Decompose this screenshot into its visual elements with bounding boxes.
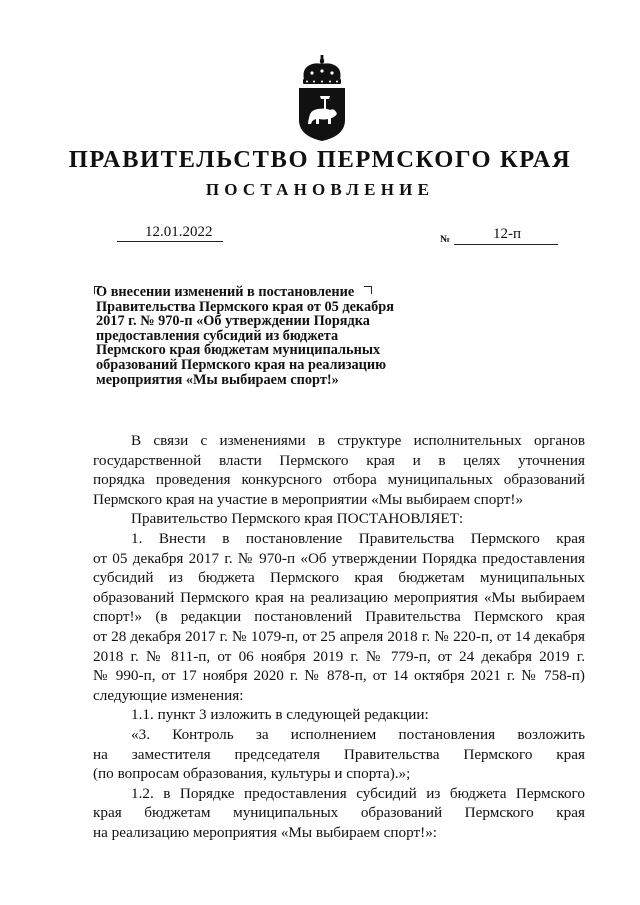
body-line: 2018 г. № 811-п, от 06 ноября 2019 г. № 779-п, от 24 декабря 2019 г. xyxy=(93,647,585,665)
document-number: 12-п xyxy=(493,226,522,242)
subject-line: Правительства Пермского края от 05 декабря xyxy=(96,298,394,315)
government-title: ПРАВИТЕЛЬСТВО ПЕРМСКОГО КРАЯ xyxy=(68,146,572,173)
body-line: Пермского края на участие в мероприятии «Мы выбираем спорт!» xyxy=(93,490,524,508)
body-line: порядка проведения конкурсного отбора муниципальных образований xyxy=(93,471,585,489)
body-line: на реализацию мероприятия «Мы выбираем спорт!»: xyxy=(93,823,438,841)
number-sign: № xyxy=(440,234,451,245)
document-subject xyxy=(96,285,456,387)
subject-line: образований Пермского края на реализацию xyxy=(96,356,387,373)
subject-line: мероприятия «Мы выбираем спорт!» xyxy=(96,371,339,388)
body-line: В связи с изменениями в структуре исполнительных органов xyxy=(131,432,585,449)
body-line: государственной власти Пермского края и в целях уточнения xyxy=(93,451,585,469)
document-date: 12.01.2022 xyxy=(145,224,213,240)
document-type: ПОСТАНОВЛЕНИЕ xyxy=(205,180,435,199)
subject-line: О внесении изменений в постановление xyxy=(96,284,355,300)
subject-line: предоставления субсидий из бюджета xyxy=(96,327,339,344)
body-line: Правительство Пермского края ПОСТАНОВЛЯЕТ: xyxy=(131,510,464,528)
body-line: № 990-п, от 17 ноября 2020 г. № 878-п, от 14 октября 2021 г. № 758-п) xyxy=(93,667,585,685)
body-line: 1. Внести в постановление Правительства Пермского края xyxy=(131,529,585,547)
body-line: 1.1. пункт 3 изложить в следующей редакции: xyxy=(131,706,429,724)
body-line: субсидий из бюджета Пермского края бюджетам муниципальных xyxy=(93,569,585,587)
body-line: образований Пермского края на реализацию мероприятия «Мы выбираем xyxy=(93,588,585,606)
perm-krai-coat-of-arms-icon xyxy=(294,52,350,142)
body-line: от 28 декабря 2017 г. № 1079-п, от 25 апреля 2018 г. № 220-п, от 14 декабря xyxy=(93,627,585,645)
subject-line: Пермского края бюджетам муниципальных xyxy=(96,342,381,359)
body-line: следующие изменения: xyxy=(93,686,244,704)
document-body xyxy=(93,431,585,842)
body-line: 1.2. в Порядке предоставления субсидий из бюджета Пермского xyxy=(131,784,585,802)
date-underline xyxy=(117,241,223,242)
subject-line: 2017 г. № 970-п «Об утверждении Порядка xyxy=(96,313,370,330)
number-underline xyxy=(454,244,558,245)
body-line: от 05 декабря 2017 г. № 970-п «Об утверждении Порядка предоставления xyxy=(93,549,585,567)
body-line: на заместителя председателя Правительства Пермского края xyxy=(93,745,585,763)
body-line: спорт!» (в редакции постановлений Правительства Пермского края xyxy=(93,608,585,626)
body-line: (по вопросам образования, культуры и спорта).»; xyxy=(93,765,411,783)
body-line: края бюджетам муниципальных образований Пермского края xyxy=(93,804,585,822)
body-line: «3. Контроль за исполнением постановления возложить xyxy=(131,725,585,743)
